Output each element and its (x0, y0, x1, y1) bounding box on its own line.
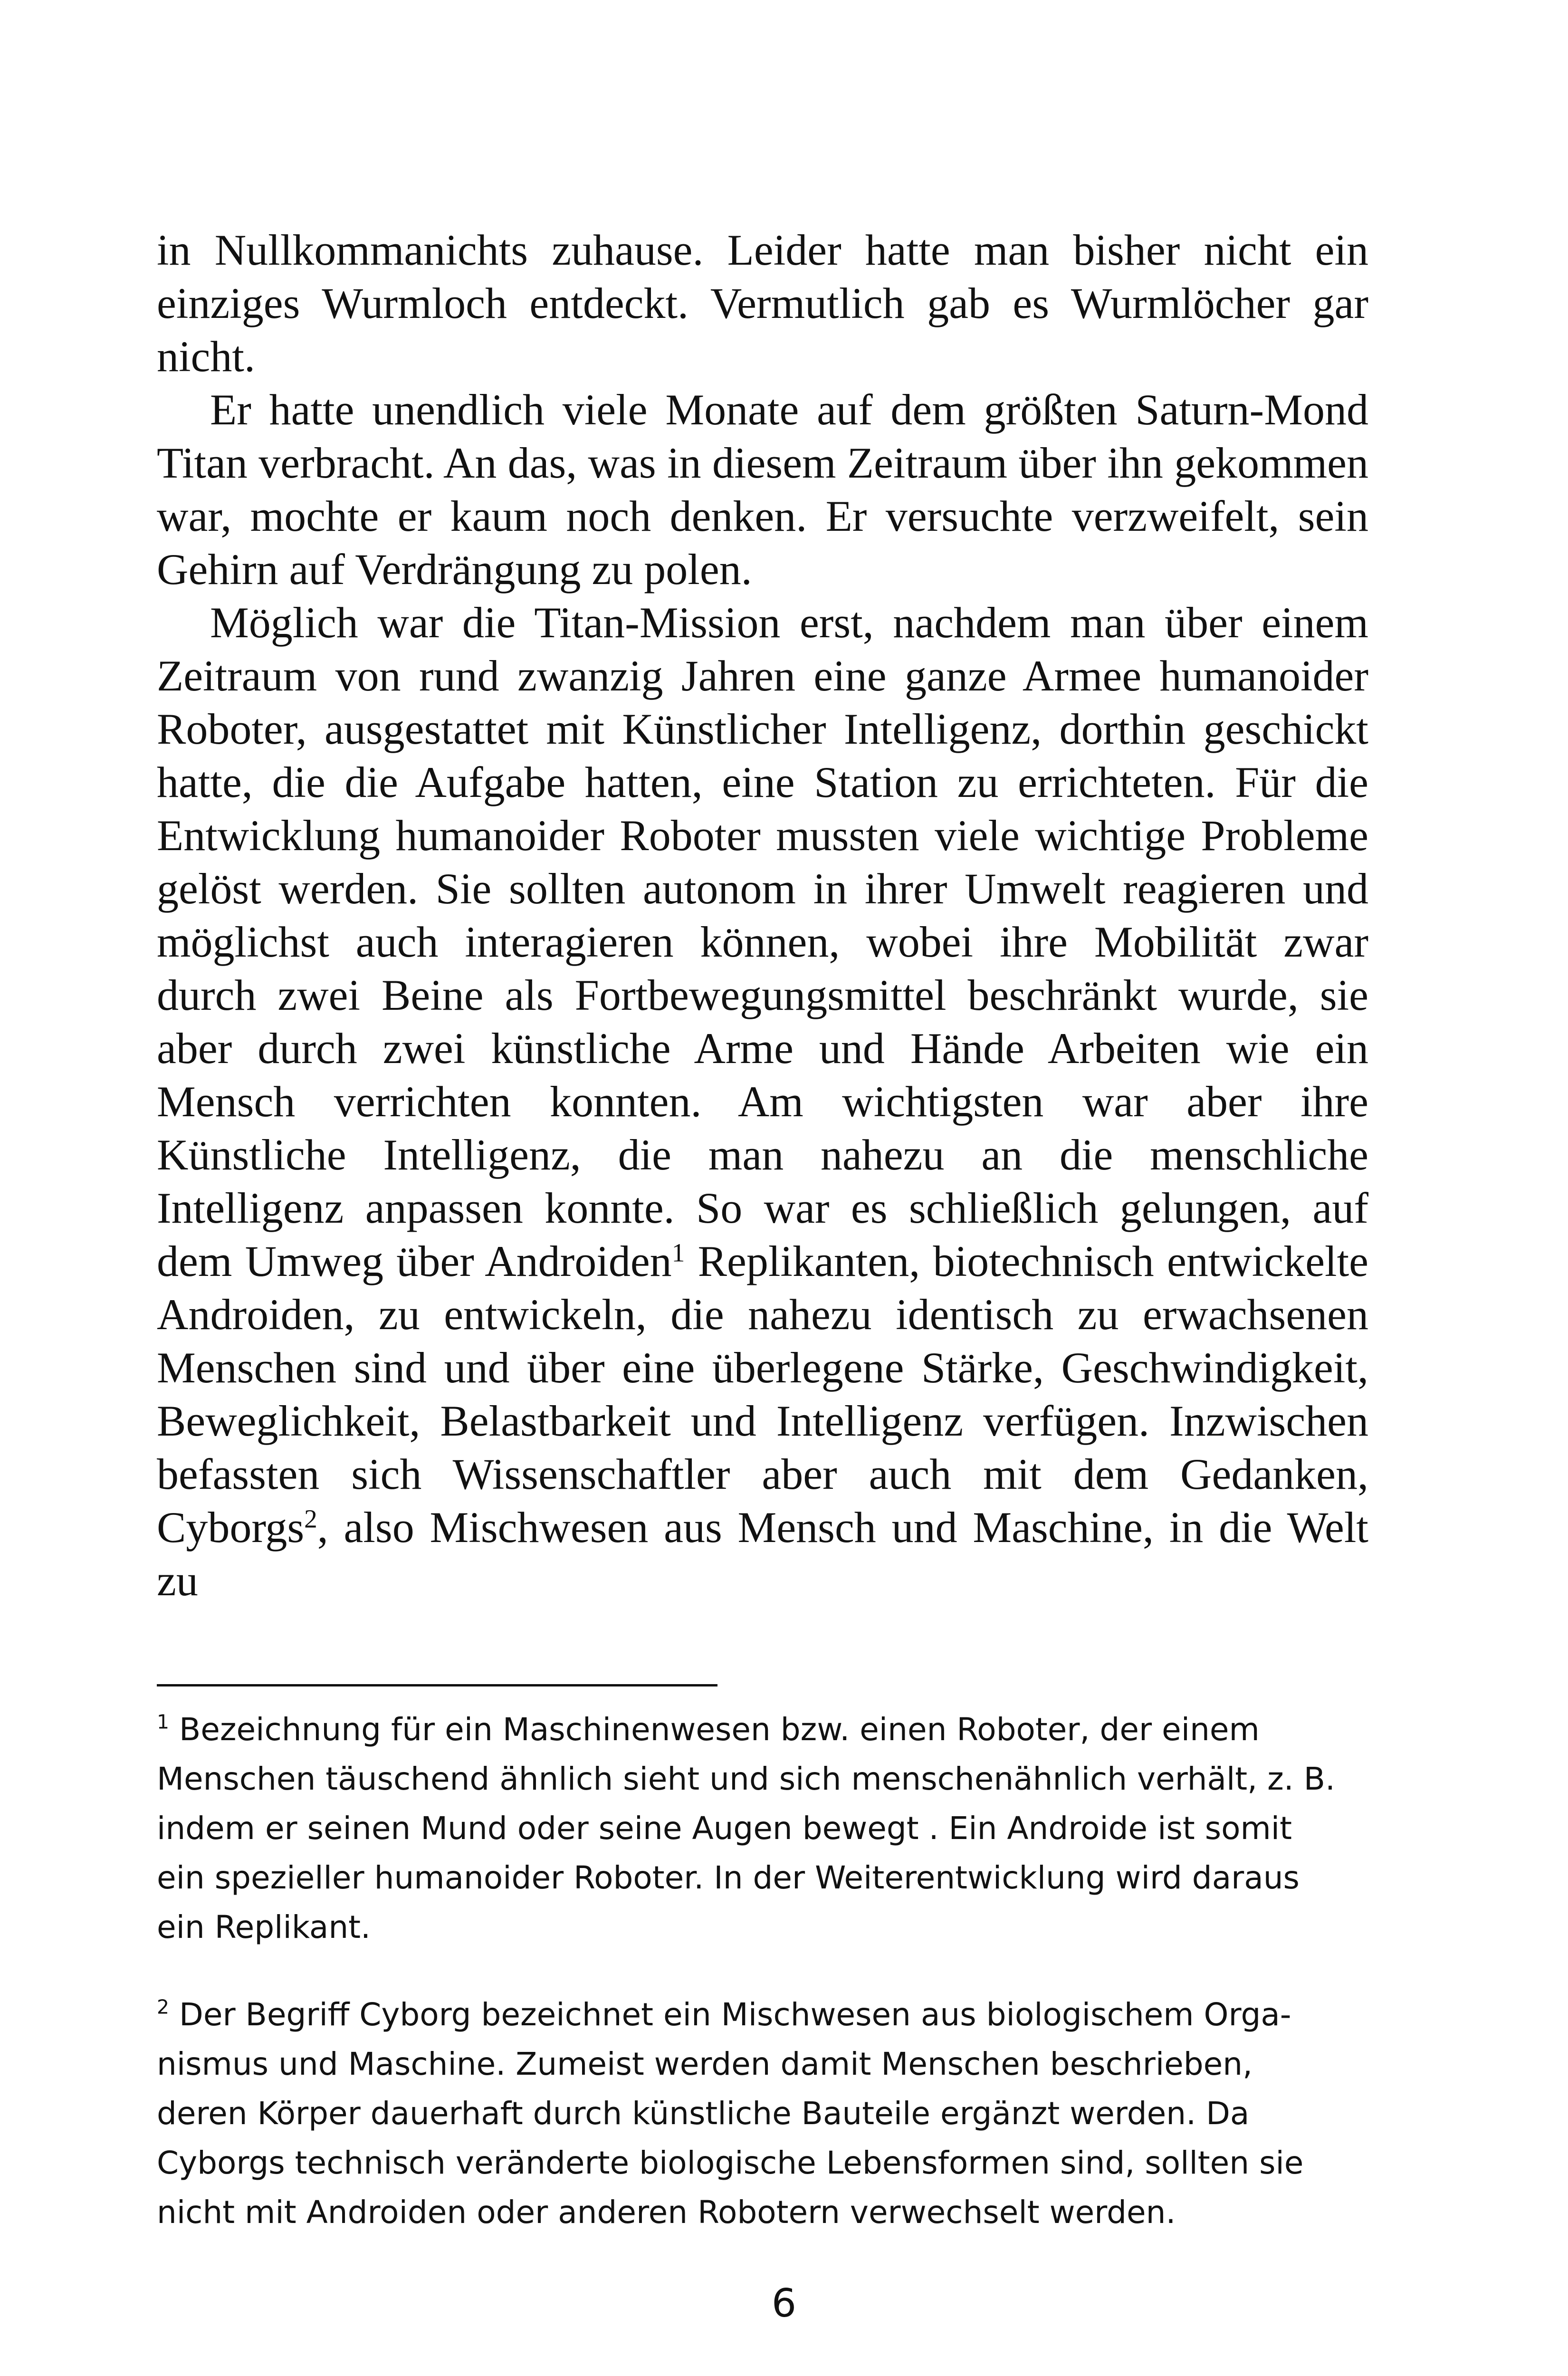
footnote-1 (157, 1705, 1368, 1952)
paragraph-3-text-b: Replikanten, biotechnisch entwickelte Androiden, zu entwickeln, die nahezu identisch zu erwachsenen Menschen sind und über eine überlegene Stärke, Geschwindigkeit, Beweglichkeit, Belastbarkeit und Intelligenz verfügen. Inzwischen befassten sich Wissenschaftler aber auch mit dem Gedanken, Cyborgs (157, 1237, 1368, 1552)
footnote-1-line-1 (157, 1705, 1368, 1754)
footnotes (157, 1705, 1368, 2237)
footnote-2-line-2: nismus und Maschine. Zumeist werden damit Menschen beschrieben, (157, 2046, 1253, 2082)
footnote-separator (157, 1684, 717, 1686)
footnote-reference-1[interactable]: 1 (671, 1238, 685, 1267)
paragraph-2: Er hatte unendlich viele Monate auf dem größten Saturn-Mond Titan verbracht. An das, was in diesem Zeitraum über ihn gekommen war, mochte er kaum noch denken. Er versuchte verzweifelt, sein Gehirn auf Verdrängung zu polen. (157, 385, 1368, 594)
footnote-2-line-5: nicht mit Androiden oder anderen Robotern verwechselt werden. (157, 2194, 1176, 2231)
footnote-2 (157, 1990, 1368, 2237)
page-number: 6 (771, 2281, 797, 2326)
paragraph-1: in Nullkommanichts zuhause. Leider hatte man bisher nicht ein einziges Wurmloch entdeckt. Vermutlich gab es Wurmlöcher gar nicht. (157, 226, 1368, 381)
paragraph-3-text-a: Möglich war die Titan-Mission erst, nachdem man über einem Zeitraum von rund zwanzig Jahren eine ganze Armee humanoider Roboter, ausgestattet mit Künstlicher Intelligenz, dorthin geschickt hatte, die die Aufgabe hatten, eine Station zu errichteten. Für die Entwicklung humanoider Roboter mussten viele wichtige Probleme gelöst werden. Sie sollten autonom in ihrer Umwelt reagieren und möglichst auch interagieren können, wobei ihre Mobilität zwar durch zwei Beine als Fortbewegungsmittel beschränkt wurde, sie aber durch zwei künstliche Arme und Hände Arbeiten wie ein Mensch verrichten konnten. Am wichtigsten war aber ihre Künstliche Intelligenz, die man nahezu an die menschliche Intelligenz anpassen konnte. So war es schließlich gelungen, auf dem Umweg über Androiden (157, 598, 1368, 1285)
footnote-2-line-1 (157, 1990, 1368, 2040)
paragraph-3-text-c: , also Mischwesen aus Mensch und Maschine, in die Welt zu (157, 1503, 1368, 1605)
footnote-reference-2[interactable]: 2 (304, 1504, 317, 1533)
footnote-1-marker: 1 (157, 1710, 170, 1734)
footnote-1-line-1-text: Bezeichnung für ein Maschinenwesen bzw. einen Roboter, der einem (179, 1711, 1260, 1748)
footnote-2-line-3: deren Körper dauerhaft durch künstliche Bauteile ergänzt werden. Da (157, 2095, 1250, 2132)
paragraph-3 (157, 596, 1368, 1607)
footnote-2-line-4: Cyborgs technisch veränderte biologische Lebensformen sind, sollten sie (157, 2145, 1304, 2181)
footnote-2-marker: 2 (157, 1995, 170, 2019)
footnote-1-line-3: indem er seinen Mund oder seine Augen bewegt . Ein Androide ist somit (157, 1810, 1292, 1847)
footnote-1-line-2: Menschen täuschend ähnlich sieht und sich menschenähnlich verhält, z. B. (157, 1761, 1335, 1797)
footnote-1-line-5: ein Replikant. (157, 1909, 371, 1945)
main-text (157, 223, 1368, 1607)
footnote-1-line-4: ein spezieller humanoider Roboter. In der Weiterentwicklung wird daraus (157, 1859, 1300, 1896)
footnote-2-line-1-text: Der Begriff Cyborg bezeichnet ein Mischwesen aus biologischem Orga- (179, 1996, 1291, 2033)
